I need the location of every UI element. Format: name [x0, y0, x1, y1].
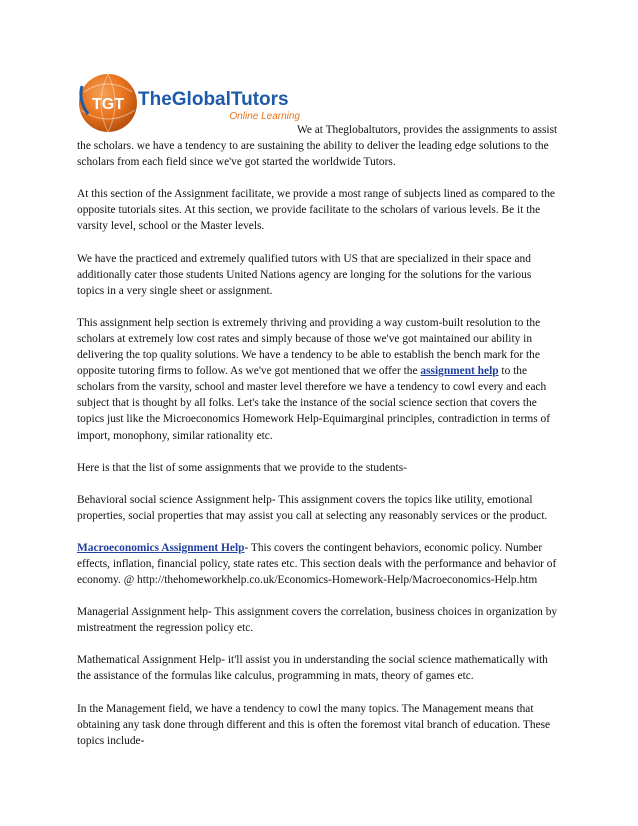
paragraph-macroeconomics — [77, 540, 561, 588]
paragraph-assignment-help — [77, 315, 561, 444]
paragraph-text: - This covers the contingent behaviors, economic policy. Number effects, inflation, financial policy, state rates etc. This section deals with the performance and behavior of economy. @ http://thehomeworkhelp.co.uk/Economics-Homework-Help/Macroeconomics-Help.htm — [77, 541, 557, 587]
paragraph-text: This assignment help section is extremely thriving and providing a way custom-built resolution to the scholars at extremely low cost rates and simply because of those we've got maintained our ability in delivering the top quality solutions. We have a tendency to be able to establish the bench mark for the opposite tutoring firms to follow. As we've got mentioned that we offer the — [77, 316, 541, 378]
paragraph-tutors: We have the practiced and extremely qualified tutors with US that are specialized in their space and additionally cater those students United Nations agency are longing for the solutions for the various topics in a very single sheet or assignment. — [77, 252, 532, 297]
paragraph-mathematical: Mathematical Assignment Help- it'll assist you in understanding the social science mathematically with the assistance of the formulas like calculus, programming in mats, theory of games etc. — [77, 654, 548, 683]
paragraph-behavioral: Behavioral social science Assignment help- This assignment covers the topics like utility, emotional properties, social properties that may assist you call at selecting any reasonably services or the product. — [77, 493, 548, 522]
paragraph-text: to the scholars from the varsity, school and master level therefore we have a tendency to cowl every and each subject that is thought by all folks. Let's take the instance of the social science section that covers the topics just like the Microeconomics Homework Help-Equimarginal principles, contradiction in terms of import, monophony, similar rationality etc. — [77, 365, 551, 442]
assignment-help-link[interactable]: assignment help — [420, 365, 499, 378]
paragraph-managerial: Managerial Assignment help- This assignment covers the correlation, business choices in organization by mistreatment the regression policy etc. — [77, 606, 558, 635]
paragraph-intro: We at Theglobaltutors, provides the assignments to assist the scholars. we have a tendency to are sustaining the ability to deliver the leading edge solutions to the scholars from each field since we've got started the worldwide Tutors. — [77, 124, 558, 169]
logo-badge-text: TGT — [92, 96, 124, 113]
paragraph-subjects: At this section of the Assignment facilitate, we provide a most range of subjects lined as compared to the opposite tutorials sites. At this section, we provide facilitate to the scholars of various levels. Be it the varsity level, school or the Master levels. — [77, 188, 555, 233]
logo-brand-text: TheGlobalTutors — [138, 89, 289, 110]
document-body — [77, 122, 561, 765]
paragraph-list-intro: Here is that the list of some assignments that we provide to the students- — [77, 461, 407, 474]
paragraph-management: In the Management field, we have a tendency to cowl the many topics. The Management means that obtaining any task done through different and this is often the foremost vital branch of education. These topics include- — [77, 702, 551, 747]
macroeconomics-assignment-help-link[interactable]: Macroeconomics Assignment Help — [77, 541, 245, 554]
logo-tagline: Online Learning — [229, 111, 300, 122]
